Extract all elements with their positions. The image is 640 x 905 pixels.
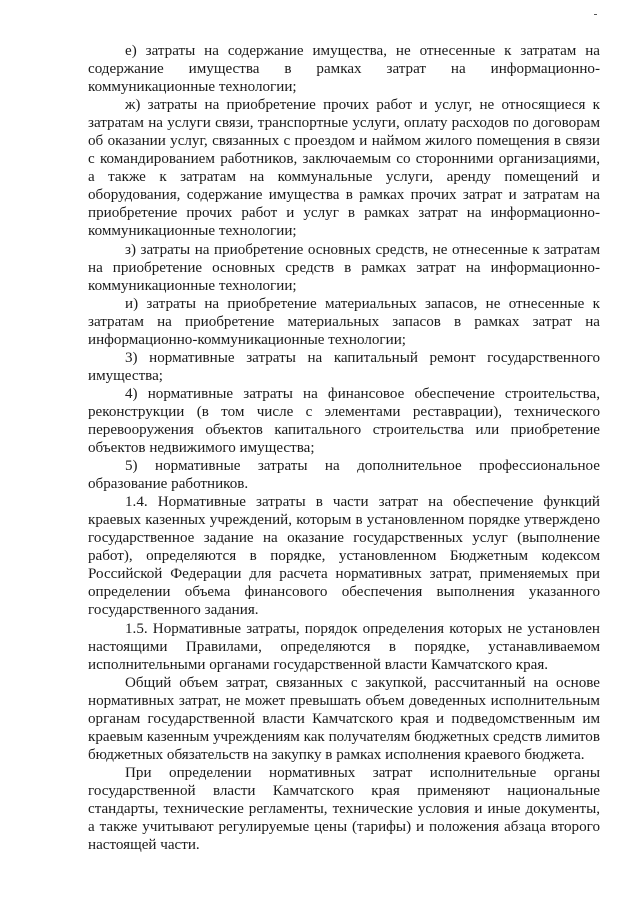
paragraph-zh: ж) затраты на приобретение прочих работ и услуг, не относящиеся к затратам на услуги связи, транспортные услуги, оплату расходов по договорам об оказании услуг, связанных с проездом и наймом жилого помещения в связи с командированием работников, заключаемым со сторонними организациями, а также к затратам на коммунальные услуги, аренду помещений и оборудования, содержание имущества в рамках прочих затрат и затратам на приобретение прочих работ и услуг в рамках затрат на информационно-коммуникационные технологии; <box>88 97 600 240</box>
paragraph-1-4: 1.4. Нормативные затраты в части затрат на обеспечение функций краевых казенных учреждений, которым в установленном порядке утверждено государственное задание на оказание государственных услуг (выполнение работ), определяются в порядке, установленном Бюджетным кодексом Российской Федерации для расчета нормативных затрат, применяемых при определении объема финансового обеспечения выполнения указанного государственного задания. <box>88 494 600 619</box>
paragraph-standards: При определении нормативных затрат исполнительные органы государственной власти Камчатского края применяют национальные стандарты, технические регламенты, технические условия и иные документы, а также учитывают регулируемые цены (тарифы) и положения абзаца второго настоящей части. <box>88 764 600 854</box>
paragraph-e: е) затраты на содержание имущества, не отнесенные к затратам на содержание имущества в рамках затрат на информационно-коммуникационные технологии; <box>88 43 600 96</box>
paragraph-i: и) затраты на приобретение материальных запасов, не отнесенные к затратам на приобретение материальных запасов в рамках затрат на информационно-коммуникационные технологии; <box>88 295 600 348</box>
scan-mark <box>594 14 597 15</box>
paragraph-4: 4) нормативные затраты на финансовое обеспечение строительства, реконструкции (в том числе с элементами реставрации), технического перевооружения объектов капитального строительства или приобретение объектов недвижимого имущества; <box>88 385 600 457</box>
paragraph-3: 3) нормативные затраты на капитальный ремонт государственного имущества; <box>88 349 600 384</box>
document-page <box>88 42 600 854</box>
paragraph-z: з) затраты на приобретение основных средств, не отнесенные к затратам на приобретение основных средств в рамках затрат на информационно-коммуникационные технологии; <box>88 241 600 294</box>
paragraph-1-5: 1.5. Нормативные затраты, порядок определения которых не установлен настоящими Правилами, определяются в порядке, устанавливаемом исполнительными органами государственной власти Камчатского края. <box>88 620 600 673</box>
paragraph-total-volume: Общий объем затрат, связанных с закупкой, рассчитанный на основе нормативных затрат, не может превышать объем доведенных исполнительным органам государственной власти Камчатского края и подведомственным им краевым казенным учреждениям как получателям бюджетных средств лимитов бюджетных обязательств на закупку в рамках исполнения краевого бюджета. <box>88 674 600 763</box>
paragraph-5: 5) нормативные затраты на дополнительное профессиональное образование работников. <box>88 458 600 493</box>
